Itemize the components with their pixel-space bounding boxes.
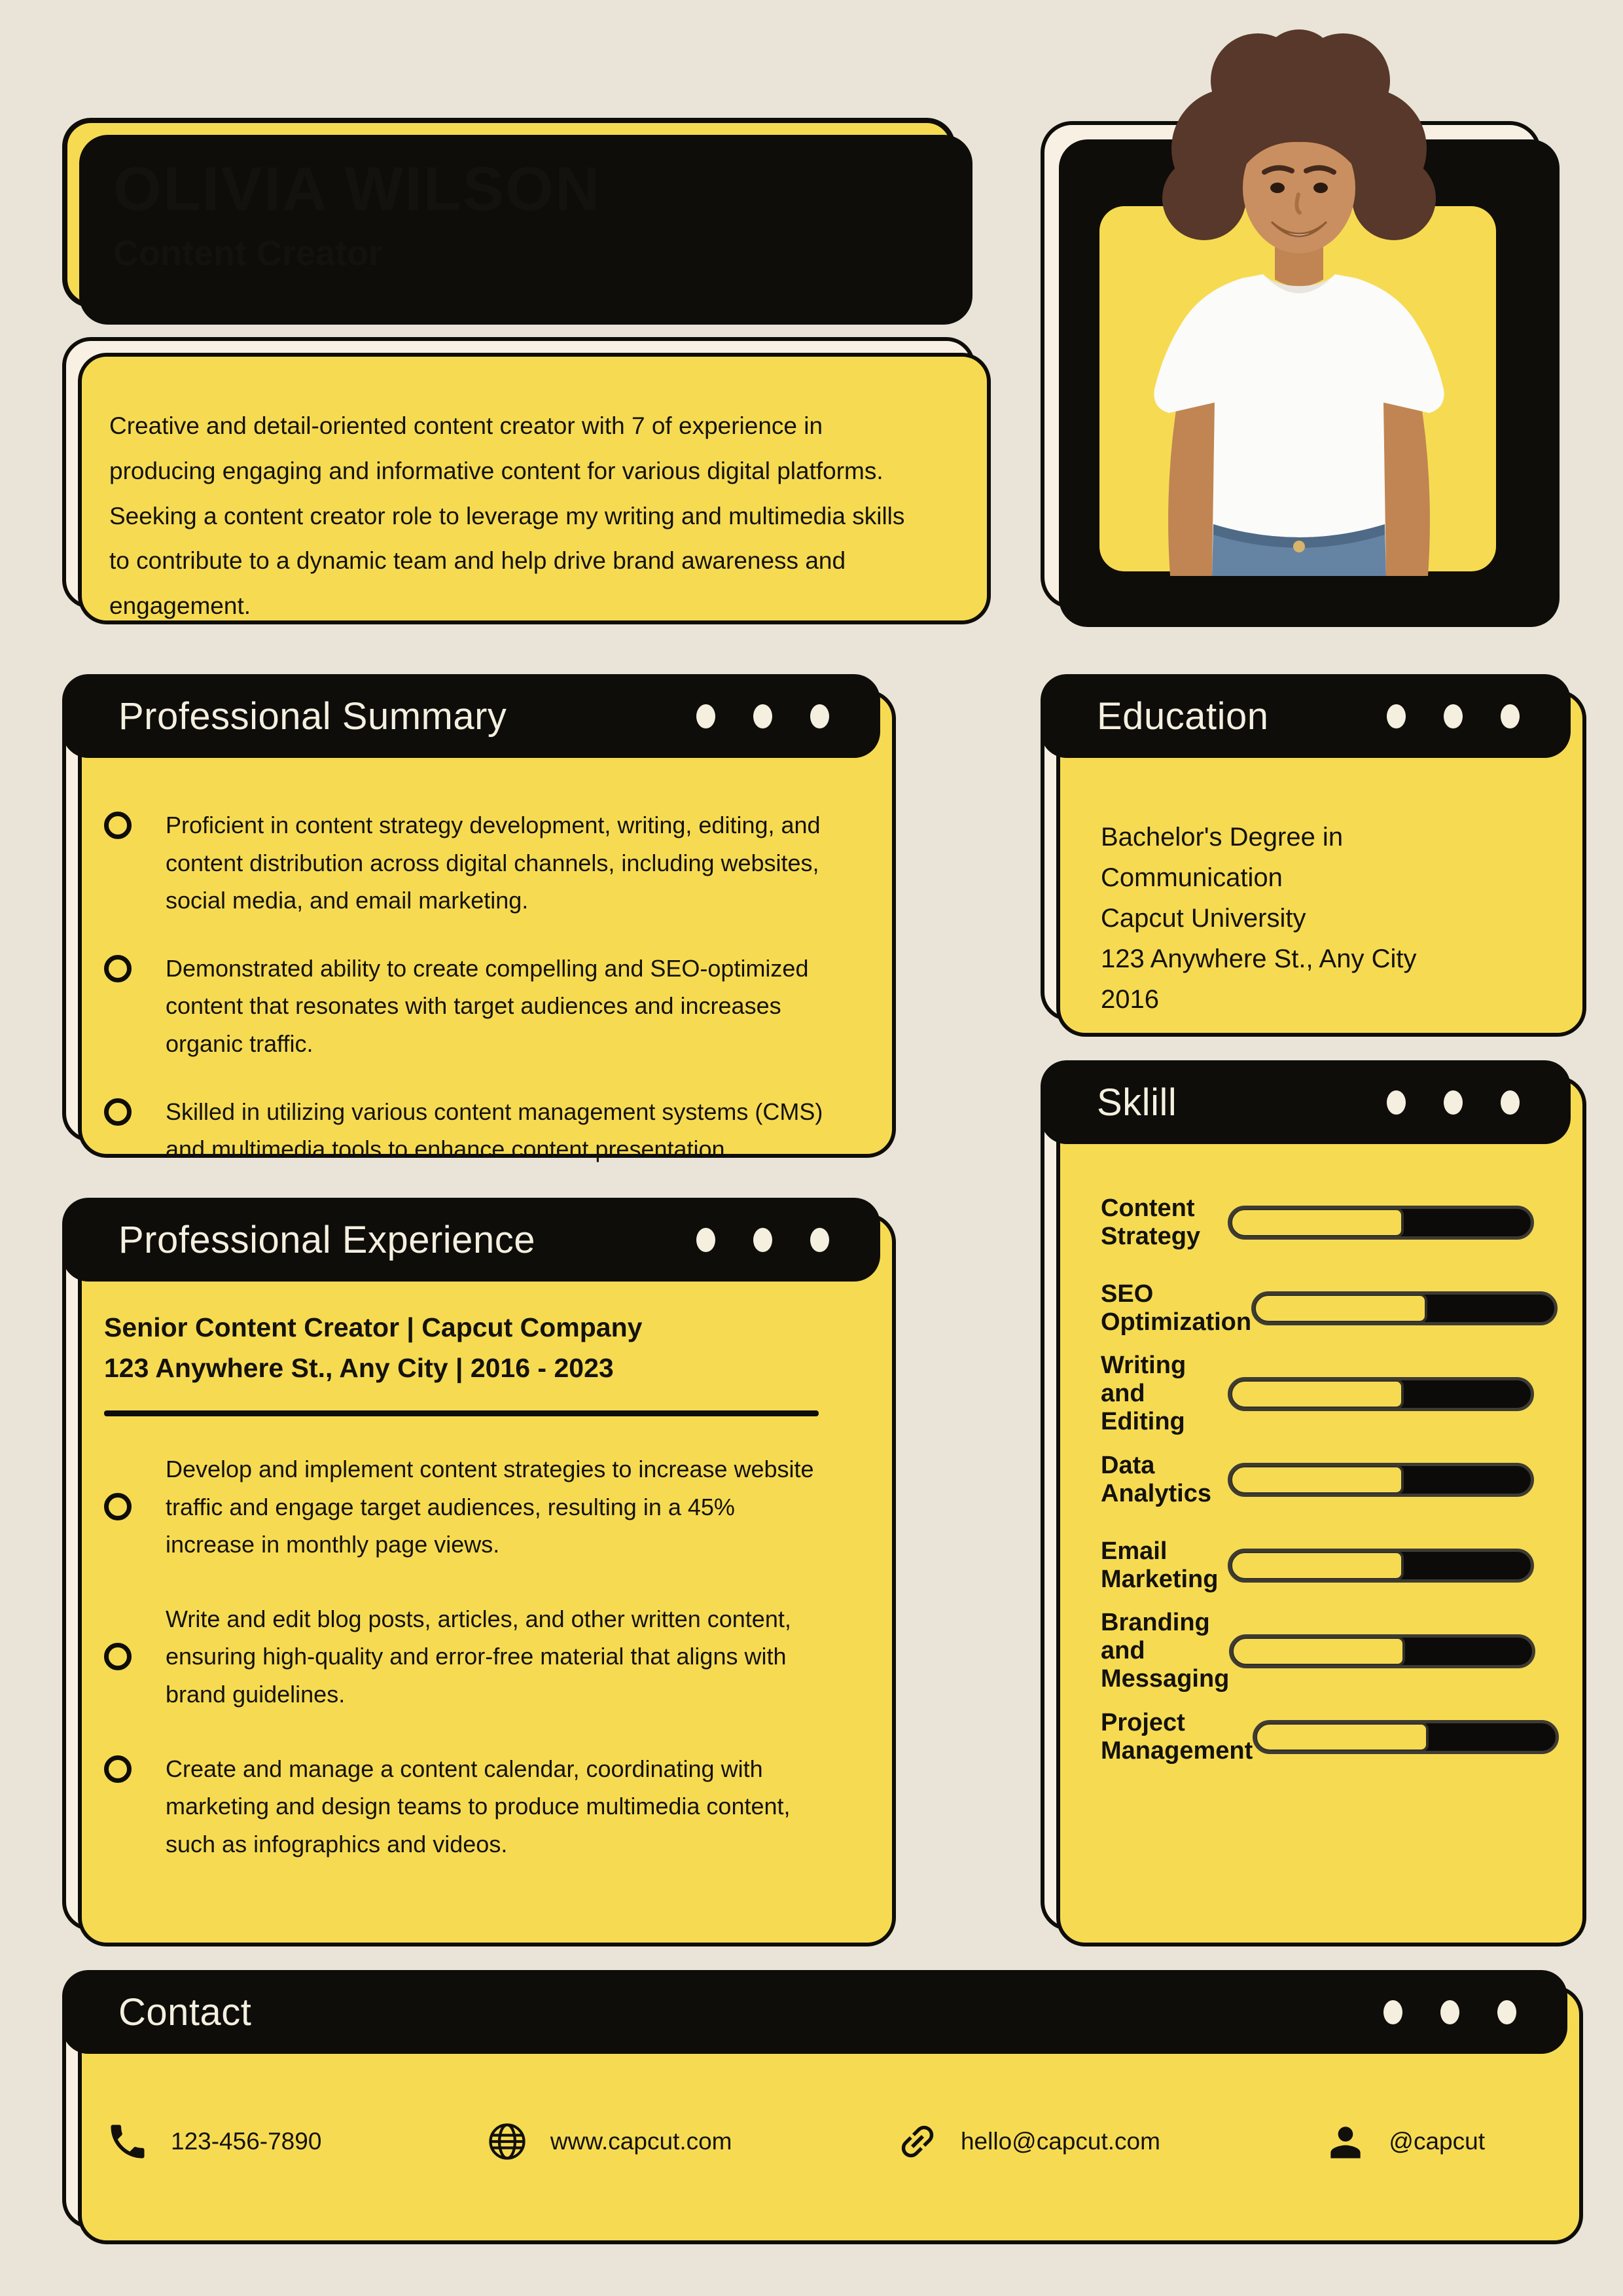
contact-item (484, 2118, 732, 2165)
window-dot (1497, 2000, 1516, 2024)
divider (104, 1410, 819, 1416)
experience-meta-line: 123 Anywhere St., Any City | 2016 - 2023 (104, 1352, 614, 1383)
globe-icon-glyph (485, 2119, 529, 2164)
skill-label: Email Marketing (1101, 1537, 1219, 1593)
skills-list (1101, 1179, 1534, 1780)
bullet-text: Develop and implement content strategies to increase website traffic and engage target audiences, resulting in a 45% increase in monthly page views. (166, 1456, 814, 1558)
person-role: Content Creator (113, 233, 383, 273)
contact-title: Contact (118, 1990, 252, 2034)
contact-text: 123-456-7890 (171, 2127, 322, 2155)
window-dots (1387, 704, 1520, 728)
professional-summary-title: Professional Summary (118, 694, 507, 738)
skill-row (1101, 1351, 1534, 1437)
skill-row (1101, 1437, 1534, 1522)
person-icon (1322, 2118, 1369, 2165)
skill-progress-bar (1228, 1206, 1534, 1240)
window-dots (1387, 1090, 1520, 1115)
skill-row (1101, 1265, 1534, 1351)
window-dot (1501, 1090, 1520, 1115)
skill-row (1101, 1179, 1534, 1265)
experience-bullet-list (104, 1450, 825, 1863)
professional-experience-title: Professional Experience (118, 1218, 535, 1261)
contact-text: @capcut (1389, 2127, 1485, 2155)
window-dots (696, 1228, 829, 1252)
experience-bullet (104, 1450, 825, 1564)
professional-experience-header (62, 1198, 880, 1282)
window-dots (1383, 2000, 1516, 2024)
skill-label: Branding and Messaging (1101, 1609, 1230, 1693)
professional-summary-card (62, 674, 880, 1163)
professional-summary-header (62, 674, 880, 758)
contact-items (66, 2058, 1563, 2225)
skill-progress-bar (1228, 1463, 1534, 1497)
portrait-illustration (1086, 23, 1512, 576)
skill-progress-fill (1230, 1551, 1404, 1581)
skill-progress-bar (1228, 1377, 1534, 1411)
education-header (1041, 674, 1571, 758)
skills-header (1041, 1060, 1571, 1144)
window-dots (696, 704, 829, 728)
link-icon (894, 2118, 941, 2165)
skill-row (1101, 1694, 1534, 1780)
skill-progress-fill (1230, 1465, 1404, 1495)
window-dot (696, 704, 715, 728)
name-title-card (62, 118, 955, 308)
bullet-text: Demonstrated ability to create compelling and SEO-optimized content that resonates with target audiences and increases organic traffic. (166, 954, 809, 1057)
skill-label: Data Analytics (1101, 1451, 1211, 1507)
link-icon-glyph (895, 2119, 940, 2164)
education-lines (1101, 817, 1527, 1020)
globe-icon (484, 2118, 531, 2165)
window-dot (1444, 704, 1463, 728)
skill-label: SEO Optimization (1101, 1280, 1252, 1336)
skills-title: Sklill (1097, 1081, 1177, 1124)
skill-progress-bar (1228, 1549, 1534, 1583)
contact-text: www.capcut.com (550, 2127, 732, 2155)
person-icon-glyph (1323, 2119, 1368, 2164)
objective-text: Creative and detail-oriented content creator with 7 of experience in producing engaging and informative content for various digital platforms. Seeking a content creator role to leverage my writing and multimedia skills to contribute to a dynamic team and help drive brand awareness and engagement. (109, 412, 905, 620)
window-dot (1444, 1090, 1463, 1115)
skill-progress-fill (1231, 1636, 1405, 1666)
window-dot (810, 704, 829, 728)
bullet-text: Proficient in content strategy development, writing, editing, and content distribution across digital channels, including websites, social media, and email marketing. (166, 812, 821, 914)
bullet-circle-icon (104, 1098, 132, 1126)
education-line: 2016 (1101, 985, 1159, 1014)
education-card (1041, 674, 1571, 1021)
window-dot (1440, 2000, 1459, 2024)
bullet-circle-icon (104, 1493, 132, 1520)
summary-bullet (104, 1093, 824, 1168)
skill-progress-fill (1255, 1722, 1429, 1752)
window-dot (753, 704, 772, 728)
window-dot (1387, 1090, 1406, 1115)
contact-text: hello@capcut.com (960, 2127, 1160, 2155)
skill-progress-fill (1230, 1208, 1404, 1238)
bullet-circle-icon (104, 1643, 132, 1670)
skill-progress-bar (1251, 1291, 1558, 1325)
person-name: OLIVIA WILSON (113, 154, 601, 224)
contact-item (894, 2118, 1160, 2165)
phone-icon (104, 2118, 151, 2165)
bullet-circle-icon (104, 812, 132, 839)
skill-progress-bar (1253, 1720, 1559, 1754)
window-dot (753, 1228, 772, 1252)
skill-progress-fill (1253, 1293, 1427, 1323)
skill-label: Content Strategy (1101, 1194, 1201, 1250)
objective-card (62, 337, 975, 620)
contact-item (104, 2118, 321, 2165)
skill-label: Writing and Editing (1101, 1352, 1186, 1435)
summary-bullet (104, 950, 824, 1063)
bullet-text: Create and manage a content calendar, coordinating with marketing and design teams to produce multimedia content, such as infographics and videos. (166, 1755, 791, 1857)
contact-header (62, 1970, 1567, 2054)
skills-card (1041, 1060, 1571, 1931)
bullet-circle-icon (104, 955, 132, 982)
experience-role-line: Senior Content Creator | Capcut Company (104, 1312, 643, 1342)
education-line: 123 Anywhere St., Any City (1101, 944, 1417, 973)
skill-row (1101, 1608, 1534, 1694)
window-dot (1501, 704, 1520, 728)
bullet-text: Skilled in utilizing various content management systems (CMS) and multimedia tools to enhance content presentation. (166, 1098, 823, 1163)
bullet-text: Write and edit blog posts, articles, and other written content, ensuring high-quality and error-free material that aligns with brand guidelines. (166, 1605, 791, 1708)
contact-item (1322, 2118, 1485, 2165)
summary-bullet-list (104, 806, 824, 1168)
summary-bullet (104, 806, 824, 920)
contact-card (62, 1970, 1567, 2229)
education-title: Education (1097, 694, 1269, 738)
skill-row (1101, 1522, 1534, 1608)
skill-progress-fill (1230, 1379, 1404, 1409)
window-dot (1387, 704, 1406, 728)
skill-label: Project Management (1101, 1708, 1253, 1765)
phone-icon-glyph (105, 2119, 150, 2164)
education-line: Capcut University (1101, 904, 1306, 933)
professional-experience-card (62, 1198, 880, 1931)
education-line: Bachelor's Degree in Communication (1101, 823, 1344, 892)
window-dot (1383, 2000, 1402, 2024)
window-dot (810, 1228, 829, 1252)
experience-bullet (104, 1750, 825, 1863)
window-dot (696, 1228, 715, 1252)
bullet-circle-icon (104, 1755, 132, 1783)
experience-bullet (104, 1600, 825, 1713)
skill-progress-bar (1229, 1634, 1535, 1668)
